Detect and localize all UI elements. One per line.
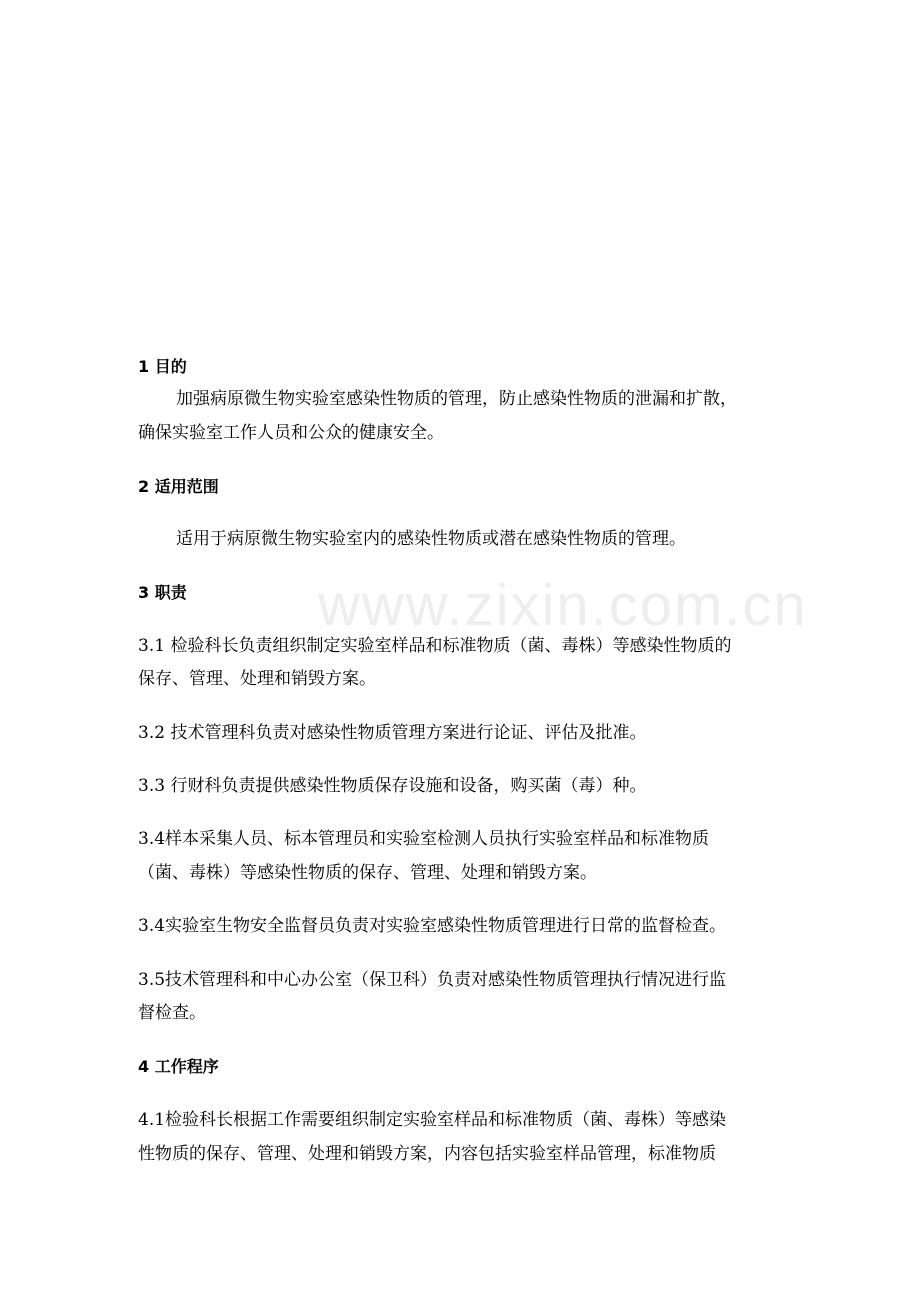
section-4-item-1-line-2: 性物质的保存、管理、处理和销毁方案，内容包括实验室样品管理，标准物质 [138, 1144, 716, 1164]
section-3-item-2: 3.2 技术管理科负责对感染性物质管理方案进行论证、评估及批准。 [138, 723, 647, 743]
section-3-item-6-line-1: 3.5技术管理科和中心办公室（保卫科）负责对感染性物质管理执行情况进行监 [138, 970, 727, 990]
section-3-item-1-line-2: 保存、管理、处理和销毁方案。 [138, 669, 376, 689]
section-3-item-6-line-2: 督检查。 [138, 1003, 206, 1023]
section-3-heading: 3 职责 [138, 583, 187, 602]
section-3-item-4-line-1: 3.4样本采集人员、标本管理员和实验室检测人员执行实验室样品和标准物质 [138, 829, 710, 849]
section-4-item-1-line-1: 4.1检验科长根据工作需要组织制定实验室样品和标准物质（菌、毒株）等感染 [138, 1110, 727, 1130]
section-3-item-1-line-1: 3.1 检验科长负责组织制定实验室样品和标准物质（菌、毒株）等感染性物质的 [138, 636, 732, 656]
section-4-heading: 4 工作程序 [138, 1057, 219, 1076]
section-2-paragraph: 适用于病原微生物实验室内的感染性物质或潜在感染性物质的管理。 [176, 529, 686, 549]
section-1-heading: 1 目的 [138, 357, 187, 376]
section-2-heading: 2 适用范围 [138, 477, 219, 496]
section-3-item-5: 3.4实验室生物安全监督员负责对实验室感染性物质管理进行日常的监督检查。 [138, 916, 727, 936]
section-1-paragraph-line-2: 确保实验室工作人员和公众的健康安全。 [138, 423, 444, 443]
section-1-paragraph-line-1: 加强病原微生物实验室感染性物质的管理，防止感染性物质的泄漏和扩散， [176, 389, 737, 409]
section-3-item-4-line-2: （菌、毒株）等感染性物质的保存、管理、处理和销毁方案。 [138, 863, 597, 883]
watermark: www.zixin.com.cn [318, 573, 808, 638]
section-3-item-3: 3.3 行财科负责提供感染性物质保存设施和设备，购买菌（毒）种。 [138, 776, 647, 796]
